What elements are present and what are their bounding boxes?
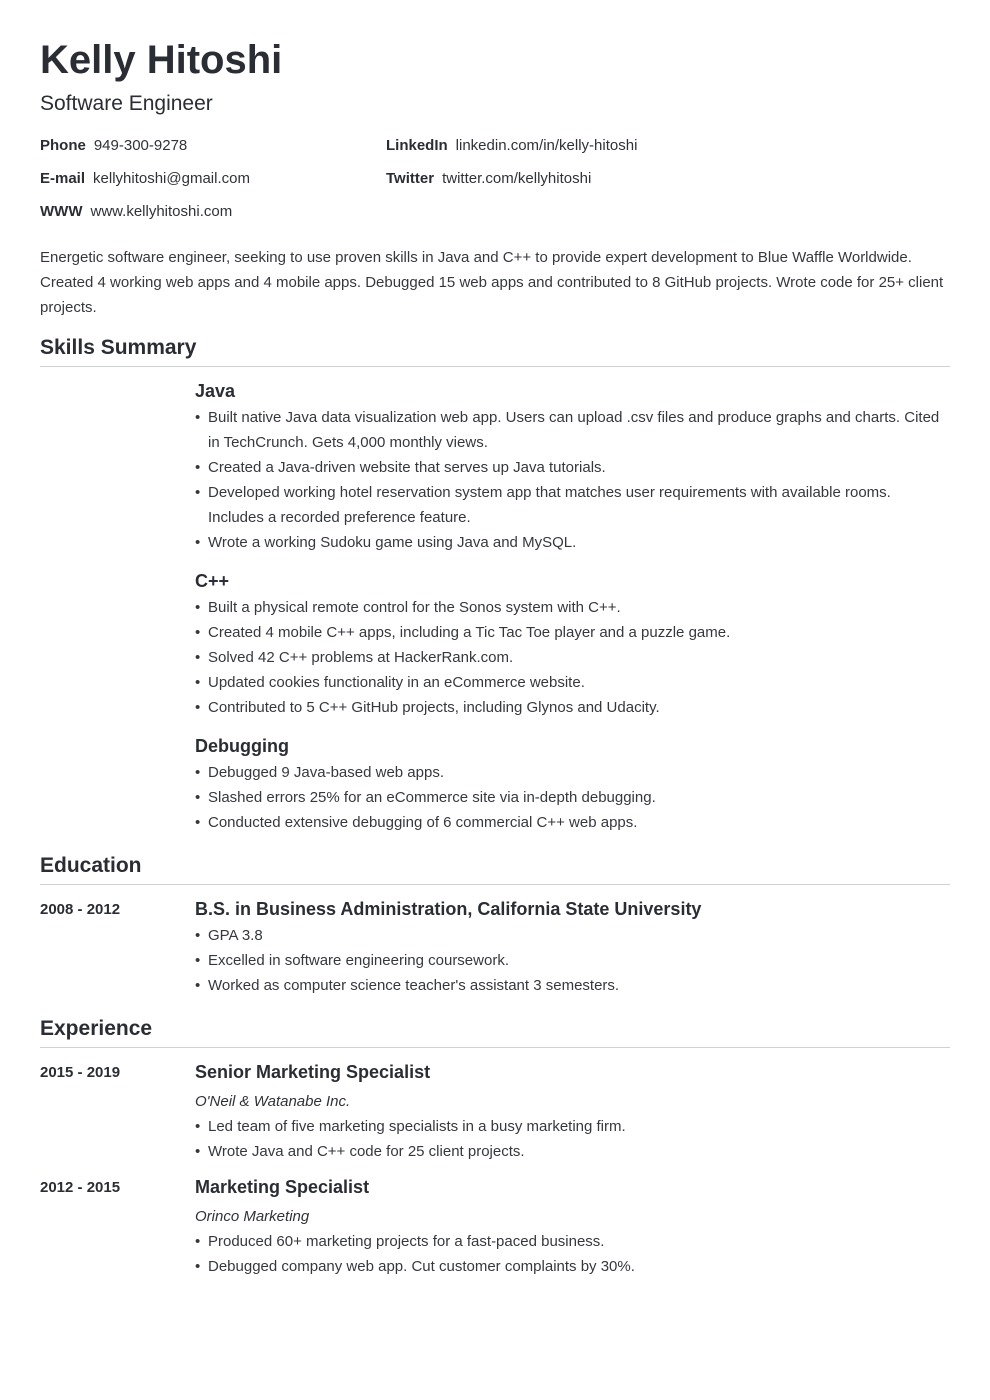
education-list [195,923,950,998]
experience-list [195,1229,950,1279]
experience-dates: 2012 - 2015 [40,1179,121,1196]
contact-linkedin[interactable] [386,133,637,159]
degree-title: B.S. in Business Administration, California State University [195,899,702,919]
section-heading-skills: Skills Summary [40,333,950,367]
list-item: • Updated cookies functionality in an eCommerce website. [195,670,950,695]
contact-value[interactable]: twitter.com/kellyhitoshi [442,170,592,187]
skill-group-title: C++ [195,571,230,591]
education-entry [195,897,950,998]
experience-entry [195,1175,950,1279]
list-item: • Contributed to 5 C++ GitHub projects, including Glynos and Udacity. [195,695,950,720]
list-item: • Wrote Java and C++ code for 25 client projects. [195,1139,950,1164]
skill-group-cpp [195,569,950,720]
contact-label: E-mail [40,170,86,187]
skill-group-debugging [195,734,950,835]
skill-list [195,760,950,835]
contact-value[interactable]: www.kellyhitoshi.com [90,203,233,220]
list-item: • Created 4 mobile C++ apps, including a Tic Tac Toe player and a puzzle game. [195,620,950,645]
list-item: • Slashed errors 25% for an eCommerce site via in-depth debugging. [195,785,950,810]
contact-value: 949-300-9278 [93,137,188,154]
list-item: • Debugged company web app. Cut customer complaints by 30%. [195,1254,950,1279]
candidate-name: Kelly Hitoshi [40,38,283,82]
list-item: • Worked as computer science teacher's assistant 3 semesters. [195,973,950,998]
contact-email[interactable] [40,166,250,192]
skill-list [195,405,950,555]
list-item: • Wrote a working Sudoku game using Java and MySQL. [195,530,950,555]
list-item: • Led team of five marketing specialists in a busy marketing firm. [195,1114,950,1139]
skill-group-title: Java [195,381,236,401]
contact-label: Phone [40,137,86,154]
skill-list [195,595,950,720]
company-name: Orinco Marketing [195,1208,310,1225]
contact-website[interactable] [40,199,232,225]
contact-value[interactable]: kellyhitoshi@gmail.com [93,170,250,187]
experience-dates: 2015 - 2019 [40,1064,121,1081]
list-item: • Debugged 9 Java-based web apps. [195,760,950,785]
company-name: O'Neil & Watanabe Inc. [195,1093,351,1110]
contact-label: Twitter [386,170,435,187]
list-item: • Solved 42 C++ problems at HackerRank.com. [195,645,950,670]
list-item: • Created a Java-driven website that serves up Java tutorials. [195,455,950,480]
section-heading-education: Education [40,851,950,885]
role-title: Marketing Specialist [195,1177,370,1197]
skill-group-java [195,379,950,555]
contact-label: WWW [40,203,83,220]
list-item: • Excelled in software engineering coursework. [195,948,950,973]
list-item: • GPA 3.8 [195,923,950,948]
education-dates: 2008 - 2012 [40,901,121,918]
job-title: Software Engineer [40,92,213,115]
contact-label: LinkedIn [386,137,448,154]
contact-value[interactable]: linkedin.com/in/kelly-hitoshi [455,137,638,154]
experience-list [195,1114,950,1164]
list-item: • Conducted extensive debugging of 6 commercial C++ web apps. [195,810,950,835]
list-item: • Developed working hotel reservation system app that matches user requirements with available rooms. Includes a recorded preference feature. [195,480,950,530]
profile-summary: Energetic software engineer, seeking to use proven skills in Java and C++ to provide expert development to Blue Waffle Worldwide. Created 4 working web apps and 4 mobile apps. Debugged 15 web apps and contributed to 8 GitHub projects. Wrote code for 25+ client projects. [40,249,944,316]
role-title: Senior Marketing Specialist [195,1062,431,1082]
contact-phone [40,133,187,159]
list-item: • Built native Java data visualization web app. Users can upload .csv files and produce graphs and charts. Cited in TechCrunch. Gets 4,000 monthly views. [195,405,950,455]
experience-entry [195,1060,950,1164]
contact-twitter[interactable] [386,166,591,192]
list-item: • Produced 60+ marketing projects for a fast-paced business. [195,1229,950,1254]
skill-group-title: Debugging [195,736,289,756]
list-item: • Built a physical remote control for the Sonos system with C++. [195,595,950,620]
section-heading-experience: Experience [40,1014,950,1048]
